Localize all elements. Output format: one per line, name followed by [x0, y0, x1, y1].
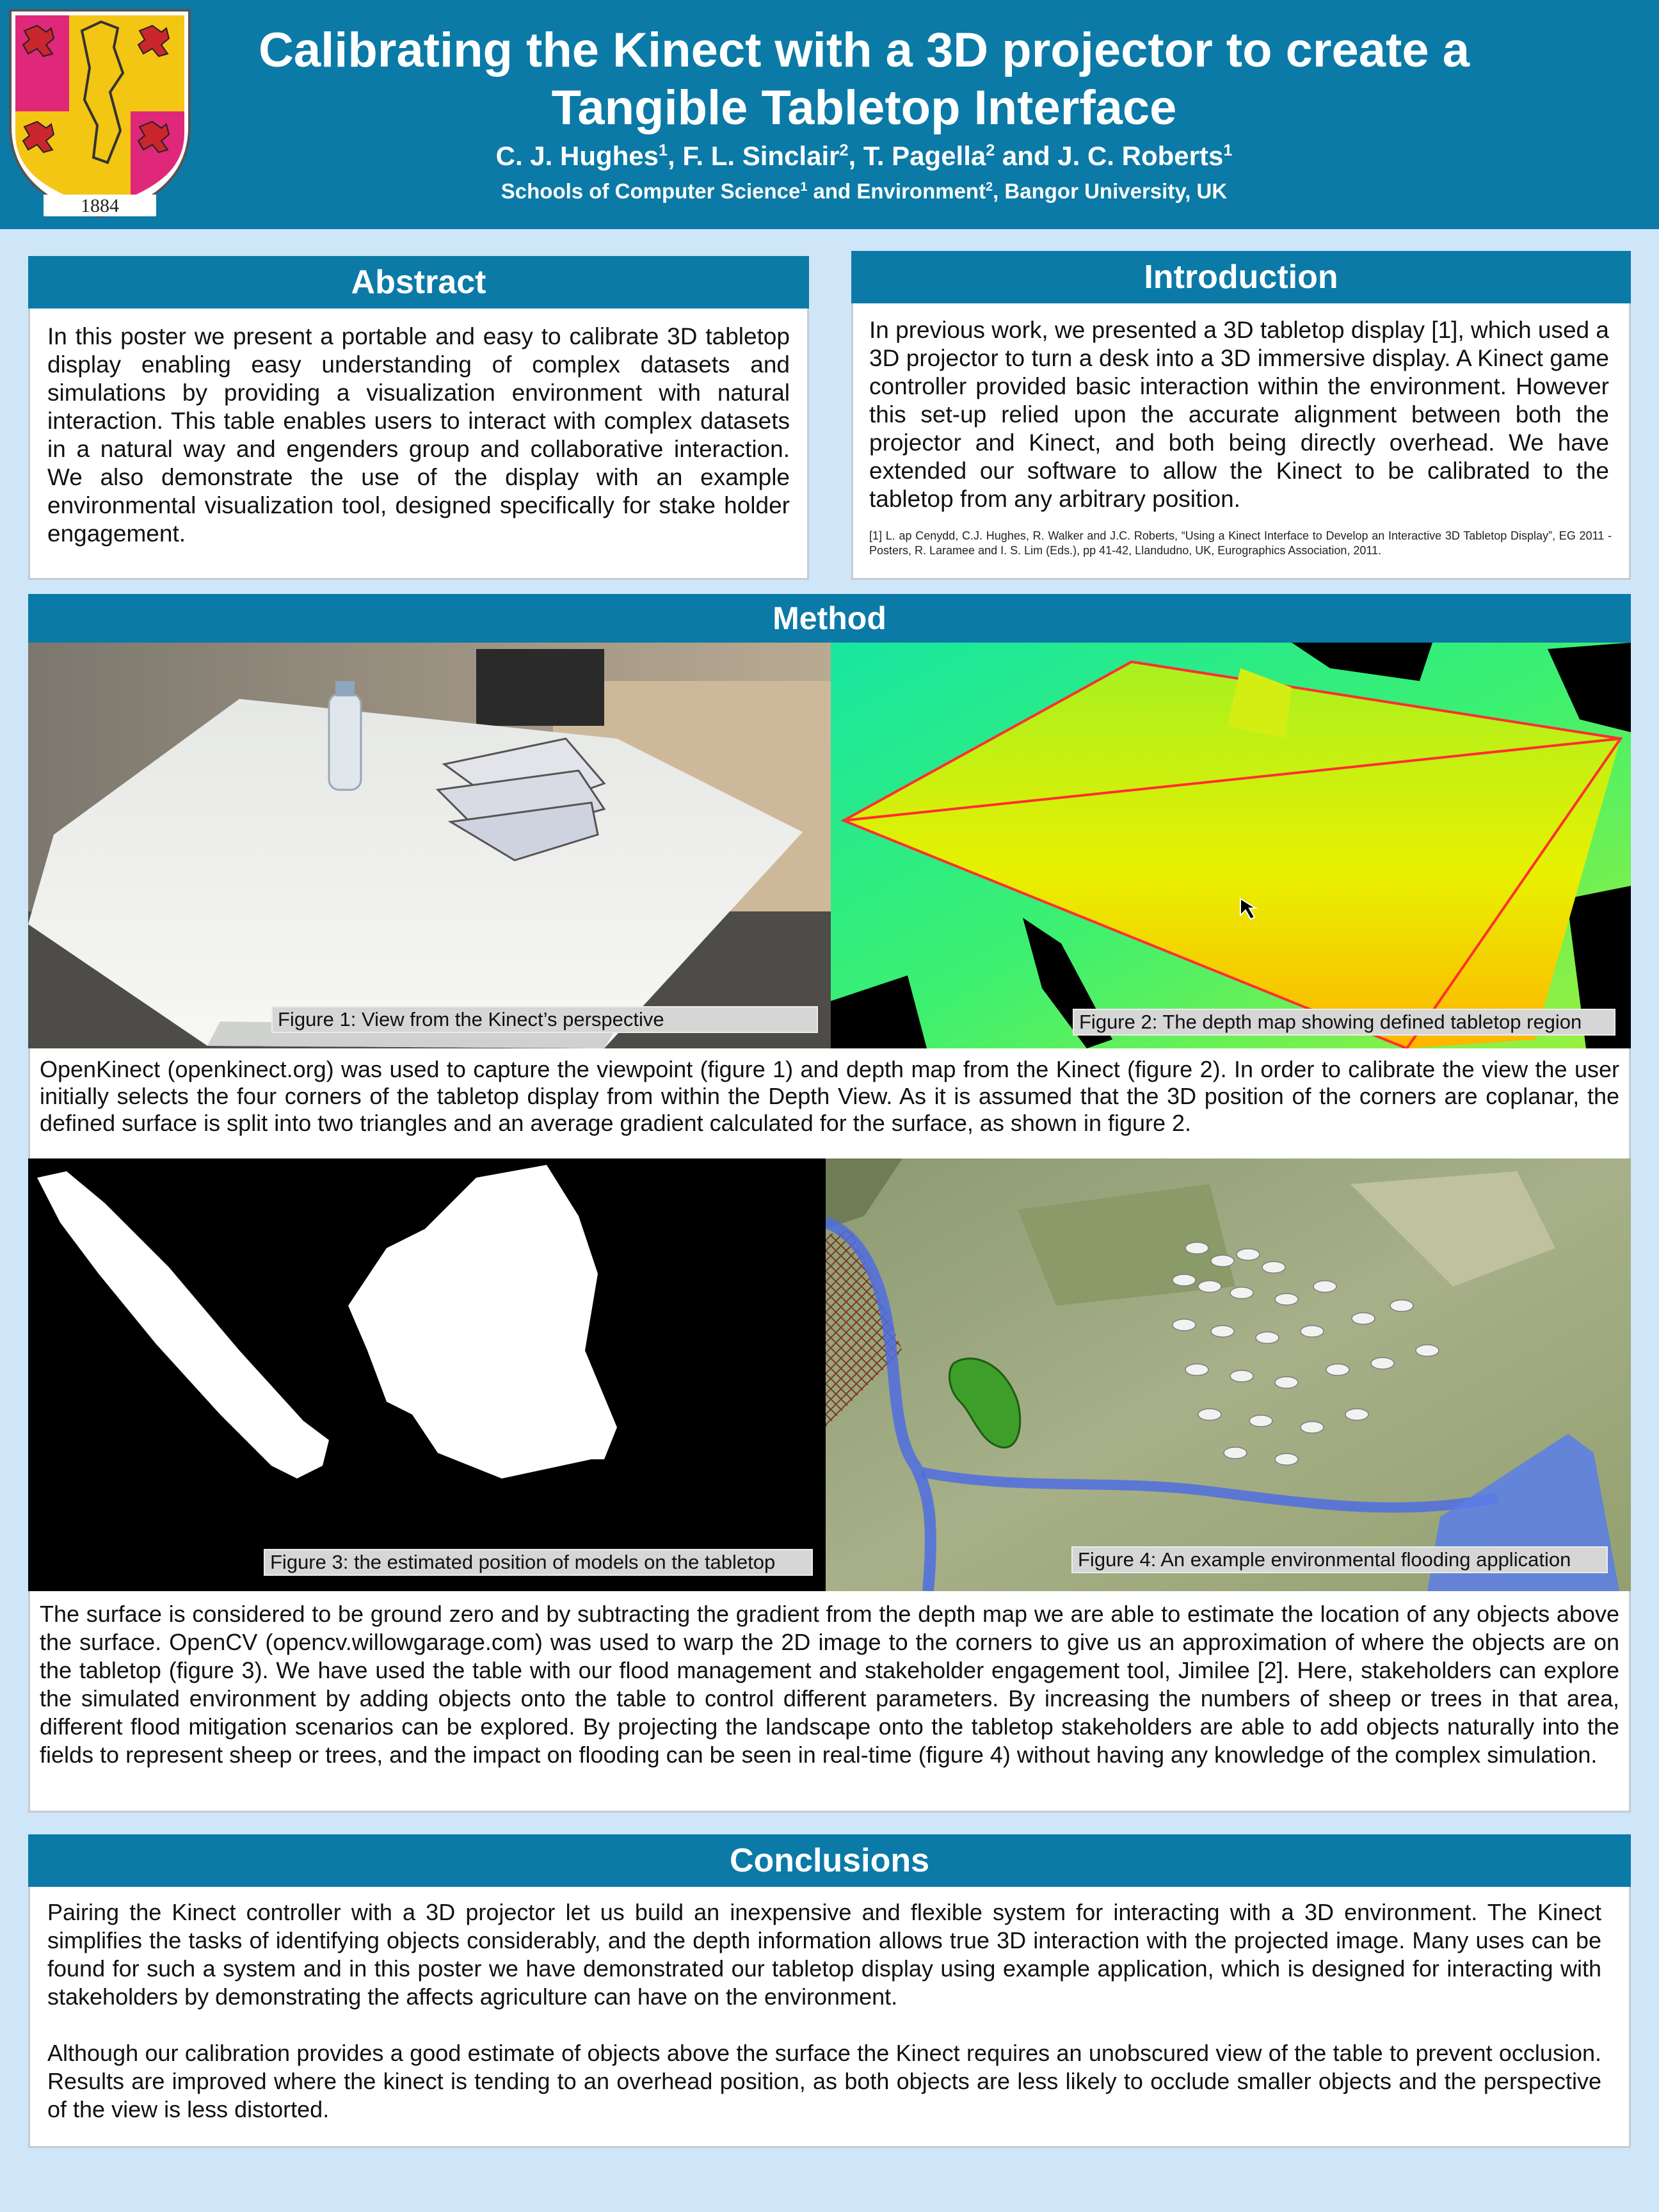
author-list: C. J. Hughes$^1$, F. L. Sinclair$^2$, T. Pagella$^2$ and J. C. Roberts$^1$: [495, 141, 1233, 171]
method-heading: Method: [28, 594, 1631, 643]
affiliation-computer-science: Schools of Computer Science: [501, 179, 801, 203]
affiliation-mark: 2: [986, 180, 993, 194]
author-affiliation-mark: 1: [1223, 141, 1233, 159]
affiliation-environment: and Environment: [813, 179, 986, 203]
poster-title: [218, 22, 1511, 137]
figure-3-caption: Figure 3: the estimated position of models on the tabletop: [264, 1549, 813, 1576]
conclusions-heading: Conclusions: [28, 1834, 1631, 1887]
introduction-body: In previous work, we presented a 3D tabletop display [1], which used a 3D projector to turn a desk into a 3D immersive display. A Kinect game controller provided basic interaction within the environment. However this set-up relied upon the accurate alignment between both the projector and Kinect, and both being directly overhead. We have extended our software to allow the Kinect to be calibrated to the tabletop from any arbitrary position.: [869, 317, 1609, 512]
conclusions-paragraph-2: Although our calibration provides a good estimate of objects above the surface the Kinect requires an unobscured view of the table to prevent occlusion. Results are improved where the kinect is tending to an overhead position, as both objects are less likely to occlude smaller objects and the perspective of the view is less distorted.: [47, 2040, 1601, 2122]
figure-1-caption: Figure 1: View from the Kinect’s perspective: [271, 1006, 818, 1033]
introduction-reference: [1] L. ap Cenydd, C.J. Hughes, R. Walker and J.C. Roberts, “Using a Kinect Interface to Develop an Interactive 3D Tabletop Display”, EG 2011 - Posters, R. Laramee and I. S. Lim (Eds.), pp 41-42, Llandudno, UK, Eurographics Association, 2011.: [869, 529, 1612, 557]
author-name: C. J. Hughes: [495, 141, 659, 171]
affiliations: [218, 178, 1511, 205]
method-paragraph-1: OpenKinect (openkinect.org) was used to capture the viewpoint (figure 1) and depth map from the Kinect (figure 2). In order to calibrate the view the user initially selects the four corners of the tabletop display from within the Depth View. As it is assumed that the 3D position of the corners are coplanar, the defined surface is split into two triangles and an average gradient calculated for the surface, as shown in figure 2.: [40, 1056, 1619, 1136]
author-affiliation-mark: 1: [659, 141, 668, 159]
introduction-heading: Introduction: [851, 251, 1631, 303]
author-affiliation-mark: 2: [986, 141, 995, 159]
crest-year: 1884: [81, 195, 119, 216]
figure-2-depth-map: [831, 643, 1631, 1048]
figure-3-object-mask: [28, 1158, 826, 1591]
author-name: J. C. Roberts: [1057, 141, 1224, 171]
affiliation-university: , Bangor University, UK: [993, 179, 1228, 203]
author-name: F. L. Sinclair: [682, 141, 840, 171]
university-crest-logo: [5, 5, 195, 220]
abstract-heading: Abstract: [28, 256, 809, 309]
figure-4-flooding-map: [826, 1158, 1631, 1591]
affiliation-mark: 1: [800, 180, 808, 194]
author-affiliation-mark: 2: [839, 141, 849, 159]
conclusions-paragraph-1: Pairing the Kinect controller with a 3D projector let us build an inexpensive and flexible system for interacting with a 3D environment. The Kinect simplifies the tasks of identifying objects considerably, and the depth information allows true 3D interaction with the projected image. Many uses can be found for such a system and in this poster we have demonstrated our tabletop display using example application, which is designed for interacting with stakeholders by demonstrating the affects agriculture can have on the environment.: [47, 1899, 1601, 2010]
author-name: T. Pagella: [863, 141, 986, 171]
title-line-2: Tangible Tabletop Interface: [551, 81, 1177, 135]
method-paragraph-2: The surface is considered to be ground zero and by subtracting the gradient from the depth map we are able to estimate the location of any objects above the surface. OpenCV (opencv.willowgarage.com) was used to warp the 2D image to the corners to give us an approximation of where the objects are on the tabletop (figure 3). We have used the table with our flood management and stakeholder engagement tool, Jimilee [2]. Here, stakeholders can explore the simulated environment by adding objects onto the table to control different parameters. By increasing the numbers of sheep or trees in that area, different flood mitigation scenarios can be explored. By projecting the landscape onto the tabletop stakeholders are able to add objects naturally into the fields to represent sheep or trees, and the impact on flooding can be seen in real-time (figure 4) without having any knowledge of the complex simulation.: [40, 1601, 1619, 1768]
figure-1-kinect-view-photo: [28, 643, 831, 1048]
figure-4-caption: Figure 4: An example environmental flooding application: [1071, 1546, 1608, 1573]
title-line-1: Calibrating the Kinect with a 3D projector to create a: [259, 23, 1470, 77]
abstract-body: In this poster we present a portable and easy to calibrate 3D tabletop display enabling easy understanding of complex datasets and simulations by providing a visualization environment with natural interaction. This table enables users to interact with complex datasets in a natural way and engenders group and collaborative interaction. We also demonstrate the use of the display with an example environmental visualization tool, designed specifically for stake holder engagement.: [47, 323, 790, 547]
figure-2-caption: Figure 2: The depth map showing defined tabletop region: [1073, 1009, 1615, 1036]
